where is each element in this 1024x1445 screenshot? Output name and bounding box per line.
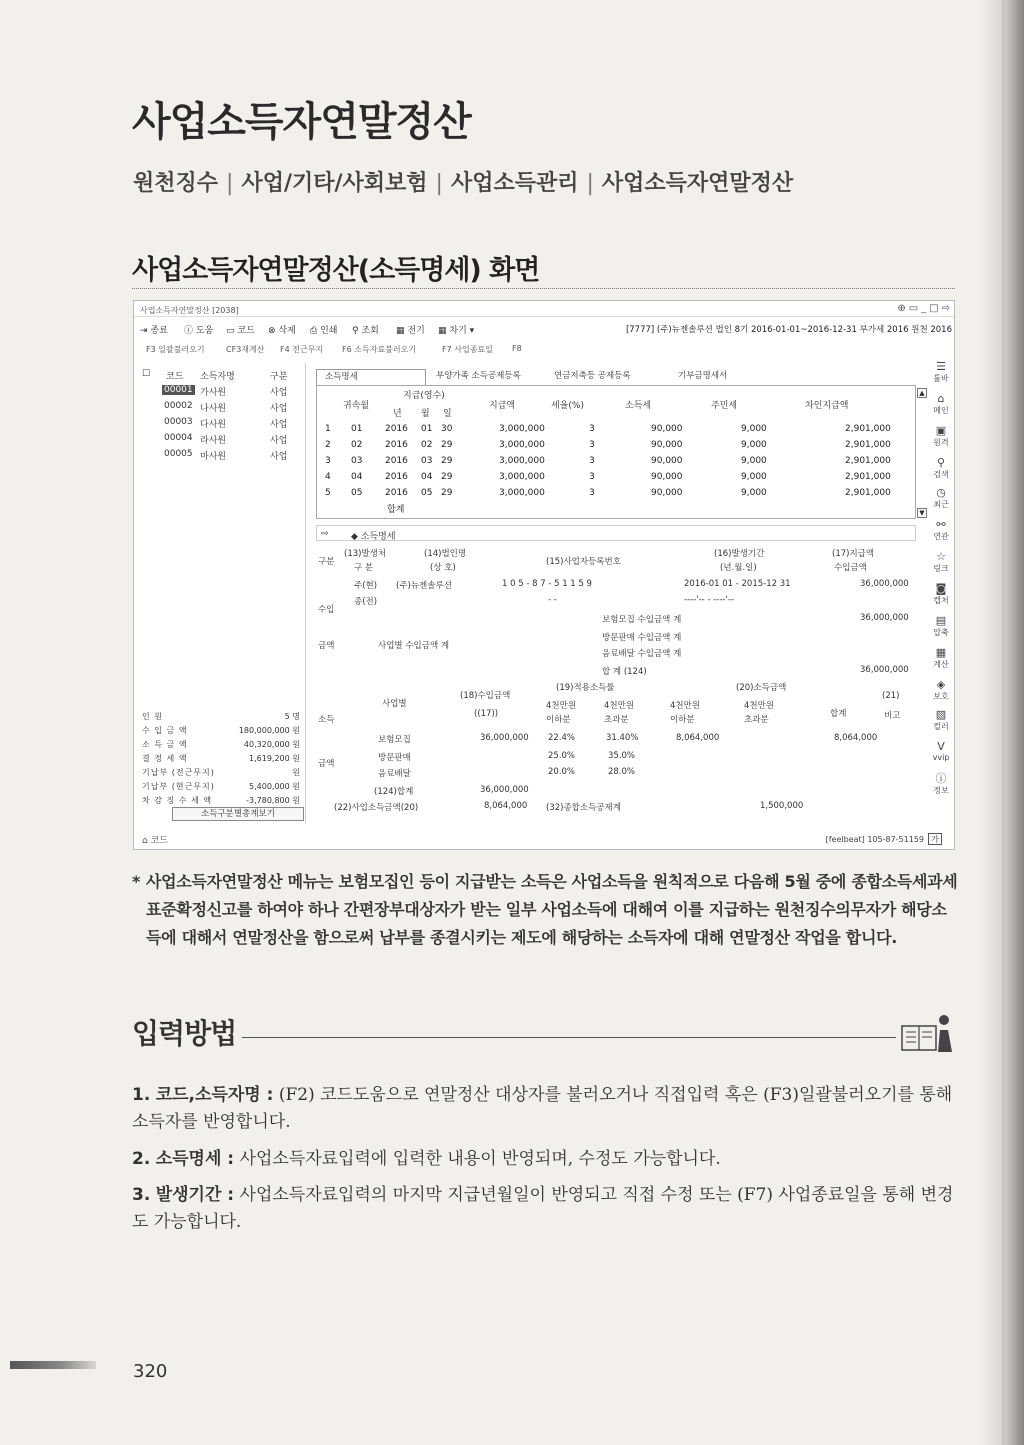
font-button[interactable]: 가: [928, 833, 942, 845]
tab-dependents[interactable]: 부양가족 소득공제등록: [436, 371, 521, 381]
summary-row: 기납부 (전근무지) 원: [142, 768, 300, 777]
compress-side-button[interactable]: ▤ 압축: [930, 615, 952, 638]
list-item[interactable]: [138, 383, 304, 398]
window-controls: [897, 303, 950, 314]
code-icon: ▭: [226, 326, 235, 336]
name-cell: 나사원: [200, 404, 227, 414]
capture-side-button[interactable]: ◙ 캡처: [930, 583, 952, 606]
input-method-heading: 입력방법: [132, 1017, 237, 1050]
zoom-icon[interactable]: ⊕: [897, 303, 906, 314]
window-title: 사업소득자연말정산 [2038]: [140, 306, 239, 315]
name-cell: 마사원: [200, 452, 227, 462]
list-item[interactable]: [138, 431, 304, 446]
page-number: 320: [133, 1361, 168, 1382]
exit-button[interactable]: ⇥ 종료: [140, 326, 168, 336]
code-cell: 00005: [164, 449, 193, 459]
previous-button[interactable]: ▦ 전기: [396, 326, 425, 336]
grid-scrollbar[interactable]: [917, 386, 927, 520]
column-header: 소득자명: [200, 372, 235, 382]
software-screenshot: 사업소득자연말정산 [2038] ⊕ ▭ _ □ ⇨ ⇥ 종료 ⓘ 도움 ▭ 코드 ⊗ 삭제 ⎙ 인쇄 ⚲ 조회 ▦ 전기 ▦ 차기 ▾ [7777] (주)뉴젠솔루션 법인 8기 2016-01-01~2016-12-31 부가세 2016 원천 2016 F3 일괄불러오기 CF3재계산 F4 전근무지 F6 소득자료불러오기 F7 사업종료일 F8 ☐ 코드 소득자명 구분 00001 가사원 사업 00002 나사원 사업 00003 다사원 사업 00004 라사원 사업 00005 마사원 사업 인 원 5 명 수 입 금 액 180,000,000 원 소 득 금 액 40,320,000 원 결 정 세 액 1,619,200 원 기납부 (전근무지) 원 기납부 (현근무지) 5,400,000 원 차 감 징 수 세 액 -3,780,800 원 소득구분별총계보기 ⌂ 코드 [feelbeat] 105-87-51159 가 소득명세 부양가족 소득공제등록 연금저축등 공제등록 기부금명세서 귀속월 지급(영수) 년 월 일 지급액 세율(%) 소득세 주민세 차인지급액 1 01 2016 01 30 3,000,000 3 90,000 9,000 2,901,000 2 02 2016 02 29 3,000,000 3 90,000 9,000 2,901,000 3 03 2016 03 29 3,000,000 3 90,000 9,000 2,901,000 4 04 2016 04 29 3,000,000 3 90,000 9,000 2,901,000 5 05 2016 05 29 3,000,000 3 90,000 9,000 2,901,000 합계 ▲ ▼ ⇨ ◆ 소득명세 구분 (13)발생처 구 분 (14)법인명 (상 호) (15)사업자등록번호 (16)발생기간 (년.월.일) (17)지급액 수입금액 주(현) (주)뉴젠솔루션 1 0 5 - 8 7 - 5 1 1 5 9 2016-01 01 - 2015-12 31 36,000,000 종(전) - - ----'-- - ----'-- 수입 금액 사업별 수입금액 계 보험모집 수입금액 계 36,000,000 방문판매 수입금액 계 음료배달 수입금액 계 합 계 (124) 36,000,000 (18)수입금액 ((17)) (19)적용소득률 4천만원 이하분 4천만원 초과분 (20)소득금액 4천만원 이하분 4천만원 초과분 합계 (21) 비고 소득 사업별 금액 보험모집 36,000,000 22.4% 31.40% 8,064,000 8,064,000 방문판매 25.0% 35.0% 음료배달 20.0% 28.0% (124)합계 36,000,000 (22)사업소득금액(20) 8,064,000 (32)종합소득공제계 1,500,000 ☰ 툴바 ⌂ 메인 ▣ 원격 ⚲ 검색 ◷ 최근 ⚯ 연관 ☆ 링크 ◙ 캡처 ▤ 압축 ▦ 계산 ◈ 보호 ▧ 컬러 V vvip ⓘ 정보: [133, 300, 955, 850]
code-cell: 00001: [164, 385, 193, 395]
code-cell: 00004: [164, 433, 193, 443]
page-edge-shadow: [980, 0, 1024, 1445]
help-button[interactable]: ⓘ 도움: [184, 326, 214, 336]
summary-panel: [138, 709, 306, 807]
fkey-load-income-data[interactable]: F6 소득자료불러오기: [342, 345, 417, 354]
window-titlebar: [134, 301, 954, 317]
checkbox-icon[interactable]: ☐: [142, 369, 151, 379]
menu-icon: ☰: [936, 360, 946, 373]
tab-bar: [316, 369, 916, 385]
vvip-icon: V: [937, 740, 945, 753]
home-icon: ⌂: [937, 392, 945, 405]
item-text: (F2) 코드도움으로 연말정산 대상자를 불러오거나 직접입력 혹은 (F3)일괄불러오기를 통해 소득자를 반영합니다.: [132, 1085, 953, 1132]
code-footer: ⌂ 코드: [142, 836, 168, 846]
instruction-item-period: [132, 1182, 958, 1236]
name-cell: 가사원: [200, 388, 227, 398]
minimize-icon[interactable]: _: [921, 303, 927, 314]
note-bullet: *: [132, 872, 141, 891]
column-header: 년: [393, 409, 402, 419]
item-number: 1.: [132, 1085, 151, 1105]
column-header: 차인지급액: [805, 401, 849, 411]
vvip-side-button[interactable]: V vvip: [930, 741, 952, 762]
star-icon: ☆: [936, 550, 946, 563]
page-marker-bar: [10, 1361, 96, 1369]
related-side-button[interactable]: ⚯ 연관: [930, 519, 952, 542]
breadcrumb-separator: |: [226, 171, 234, 196]
arrow-icon: ⇨: [321, 529, 329, 539]
column-header: 구분: [270, 372, 288, 382]
breadcrumb-item: 사업소득자연말정산: [601, 171, 794, 196]
note-text: 사업소득자연말정산 메뉴는 보험모집인 등이 지급받는 소득은 사업소득을 원칙적으로 다음해 5월 중에 종합소득세과세표준확정신고를 하여야 하나 간편장부대상자가 받는 일부 사업소득에 대해여 이를 지급하는 원천징수의무자가 해당소득에 대해서 연말정산을 함으로써 납부를 종결시키는 제도에 해당하는 소득자에 대해 연말정산 작업을 합니다.: [146, 872, 958, 947]
calendar-icon: ▦: [438, 326, 447, 336]
page-title: 사업소득자연말정산: [132, 99, 471, 145]
type-cell: 사업: [270, 452, 288, 462]
remote-side-button[interactable]: ▣ 원격: [930, 425, 952, 448]
help-icon: ⓘ: [184, 326, 194, 336]
detail-title: ◆ 소득명세: [351, 532, 396, 542]
summary-row: 인 원 5 명: [142, 712, 300, 721]
delete-icon: ⊗: [268, 326, 276, 336]
search-button[interactable]: ⚲ 조회: [352, 326, 379, 336]
calculator-side-button[interactable]: ▦ 계산: [930, 647, 952, 670]
type-cell: 사업: [270, 388, 288, 398]
list-item[interactable]: [138, 447, 304, 462]
scroll-up-icon[interactable]: ▲: [917, 388, 927, 398]
breadcrumb-separator: |: [586, 171, 594, 196]
code-button[interactable]: ▭ 코드: [226, 326, 255, 336]
instruction-item-income-details: [132, 1146, 958, 1173]
status-text: [feelbeat] 105-87-51159: [825, 835, 924, 844]
info-side-button[interactable]: ⓘ 정보: [930, 773, 952, 796]
fkey-recalculate[interactable]: CF3재계산: [226, 345, 265, 354]
home-side-button[interactable]: ⌂ 메인: [930, 393, 952, 416]
detail-section-header: [316, 525, 916, 541]
search-side-button[interactable]: ⚲ 검색: [930, 457, 952, 480]
tab-pension-savings[interactable]: 연금저축등 공제등록: [554, 371, 631, 381]
type-cell: 사업: [270, 420, 288, 430]
links-side-button[interactable]: ☆ 링크: [930, 551, 952, 574]
column-header: 세율(%): [551, 401, 584, 411]
toolbar: [134, 319, 954, 337]
tab-income-details[interactable]: 소득명세: [316, 369, 426, 385]
protect-side-button[interactable]: ◈ 보호: [930, 679, 952, 702]
info-icon: ⓘ: [935, 772, 947, 785]
column-header: 귀속월: [343, 401, 370, 411]
column-header: 일: [443, 409, 452, 419]
fkey-f8[interactable]: F8: [512, 344, 522, 353]
list-item[interactable]: [138, 415, 304, 430]
type-cell: 사업: [270, 436, 288, 446]
section-divider: [132, 288, 955, 289]
fkey-business-end-date[interactable]: F7 사업종료일: [442, 345, 493, 354]
item-number: 3.: [132, 1185, 151, 1205]
restore-icon[interactable]: ▭: [908, 303, 919, 314]
summary-row: 차 감 징 수 세 액 -3,780,800 원: [142, 796, 300, 805]
breadcrumb-item: 원천징수: [133, 171, 219, 196]
summary-by-type-button[interactable]: 소득구분별총계보기: [172, 807, 304, 821]
heading-rule: [242, 1037, 896, 1038]
monitor-icon: ▣: [935, 424, 947, 437]
breadcrumb-item: 사업소득관리: [450, 171, 579, 196]
item-label: 코드,소득자명 :: [155, 1085, 274, 1105]
type-cell: 사업: [270, 404, 288, 414]
exit-icon: ⇥: [140, 326, 148, 336]
fkey-previous-workplace[interactable]: F4 전근무지: [280, 345, 324, 354]
summary-row: 결 정 세 액 1,619,200 원: [142, 754, 300, 763]
description-note: [132, 868, 958, 952]
print-button[interactable]: ⎙ 인쇄: [310, 326, 338, 336]
search-icon: ⚲: [352, 326, 359, 336]
code-cell: 00003: [164, 417, 193, 427]
shield-icon: ◈: [936, 678, 946, 691]
link-icon: ⚯: [936, 518, 946, 531]
list-item[interactable]: [138, 399, 304, 414]
column-header: 지급(영수): [403, 391, 445, 401]
function-key-bar: [134, 339, 954, 355]
summary-row: 소 득 금 액 40,320,000 원: [142, 740, 300, 749]
breadcrumb-item: 사업/기타/사회보험: [241, 171, 428, 196]
section-title: 사업소득자연말정산(소득명세) 화면: [132, 255, 540, 286]
tab-donations[interactable]: 기부금명세서: [678, 371, 728, 381]
scroll-down-icon[interactable]: ▼: [917, 508, 927, 518]
toolbar-side-button[interactable]: ☰ 툴바: [930, 361, 952, 384]
exit-icon[interactable]: ⇨: [941, 303, 950, 314]
camera-icon: ◙: [935, 582, 947, 595]
calculator-icon: ▦: [935, 646, 947, 659]
clock-icon: ◷: [936, 486, 946, 499]
company-info: [7777] (주)뉴젠솔루션 법인 8기 2016-01-01~2016-12-31 부가세 2016 원천 2016: [625, 325, 952, 335]
item-label: 소득명세 :: [155, 1149, 235, 1169]
fkey-bulk-load[interactable]: F3 일괄불러오기: [146, 345, 205, 354]
item-text: 사업소득자료입력의 마지막 지급년월일이 반영되고 직접 수정 또는 (F7) 사업종료일을 통해 변경도 가능합니다.: [132, 1185, 954, 1232]
column-header: 소득세: [625, 401, 652, 411]
item-label: 발생기간 :: [155, 1185, 235, 1205]
item-number: 2.: [132, 1149, 151, 1169]
breadcrumb-separator: |: [435, 171, 443, 196]
column-header: 월: [421, 409, 430, 419]
column-header: 주민세: [711, 401, 738, 411]
summary-row: 수 입 금 액 180,000,000 원: [142, 726, 300, 735]
breadcrumb: [133, 166, 793, 197]
code-help-icon[interactable]: ⌂: [142, 836, 148, 846]
print-icon: ⎙: [310, 326, 318, 336]
search-icon: ⚲: [936, 456, 946, 469]
instruction-item-code: [132, 1082, 958, 1136]
code-cell: 00002: [164, 401, 193, 411]
color-side-button[interactable]: ▧ 컬러: [930, 709, 952, 732]
archive-icon: ▤: [935, 614, 947, 627]
summary-row: 기납부 (현근무지) 5,400,000 원: [142, 782, 300, 791]
calendar-icon: ▦: [396, 326, 405, 336]
payment-grid: 귀속월 지급(영수) 년 월 일 지급액 세율(%) 소득세 주민세 차인지급액 1 01 2016 01 30 3,000,000 3 90,000 9,000 2,901,000 2 02 2016 02 29 3,000,000 3 90,000 9,000 2,901,000 3 03 2016 03 29 3,000,000 3 90,000 9,000 2,901,000 4 04 2016 04 29 3,000,000 3 90,000 9,000 2,901,000 5 05 2016 05 29 3,000,000 3 90,000 9,000 2,901,000 합계 ▲ ▼: [316, 385, 916, 519]
maximize-icon[interactable]: □: [929, 303, 939, 314]
column-header: 지급액: [489, 401, 516, 411]
grid-total-label: 합계: [387, 505, 405, 515]
open-book-icon: [900, 1012, 956, 1054]
delete-button[interactable]: ⊗ 삭제: [268, 326, 296, 336]
next-button[interactable]: ▦ 차기 ▾: [438, 326, 475, 336]
column-header: 코드: [166, 372, 184, 382]
item-text: 사업소득자료입력에 입력한 내용이 반영되며, 수정도 가능합니다.: [239, 1149, 721, 1169]
recent-side-button[interactable]: ◷ 최근: [930, 487, 952, 510]
palette-icon: ▧: [935, 708, 947, 721]
name-cell: 라사원: [200, 436, 227, 446]
name-cell: 다사원: [200, 420, 227, 430]
